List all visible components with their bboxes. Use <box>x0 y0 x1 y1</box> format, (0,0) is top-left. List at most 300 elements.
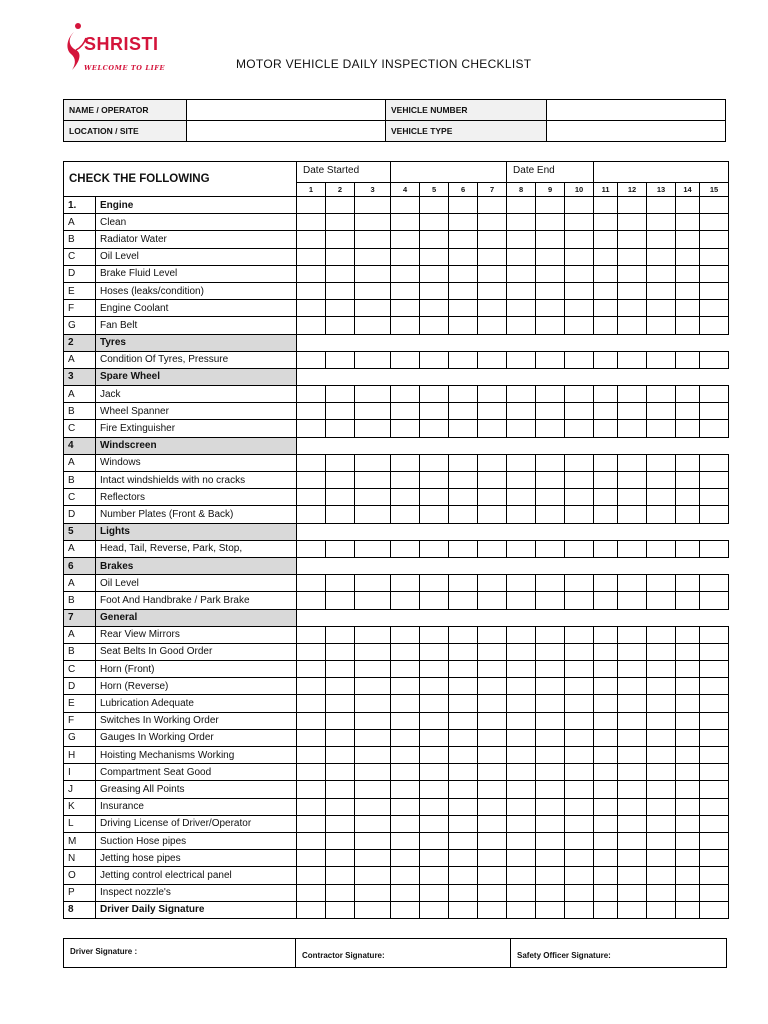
check-cell[interactable] <box>676 420 700 437</box>
check-cell[interactable] <box>647 489 676 506</box>
check-cell[interactable] <box>355 901 391 918</box>
check-cell[interactable] <box>594 867 618 884</box>
check-cell[interactable] <box>507 403 536 420</box>
check-cell[interactable] <box>507 317 536 334</box>
check-cell[interactable] <box>449 317 478 334</box>
check-cell[interactable] <box>391 540 420 557</box>
check-cell[interactable] <box>565 867 594 884</box>
check-cell[interactable] <box>420 695 449 712</box>
check-cell[interactable] <box>449 403 478 420</box>
check-cell[interactable] <box>326 729 355 746</box>
check-cell[interactable] <box>478 815 507 832</box>
check-cell[interactable] <box>676 695 700 712</box>
check-cell[interactable] <box>594 506 618 523</box>
check-cell[interactable] <box>297 867 326 884</box>
check-cell[interactable] <box>700 472 729 489</box>
check-cell[interactable] <box>478 197 507 214</box>
check-cell[interactable] <box>478 282 507 299</box>
check-cell[interactable] <box>326 214 355 231</box>
check-cell[interactable] <box>536 747 565 764</box>
check-cell[interactable] <box>391 815 420 832</box>
check-cell[interactable] <box>676 626 700 643</box>
check-cell[interactable] <box>594 884 618 901</box>
check-cell[interactable] <box>297 695 326 712</box>
check-cell[interactable] <box>618 747 647 764</box>
check-cell[interactable] <box>618 695 647 712</box>
check-cell[interactable] <box>618 317 647 334</box>
check-cell[interactable] <box>594 300 618 317</box>
check-cell[interactable] <box>565 420 594 437</box>
check-cell[interactable] <box>507 386 536 403</box>
check-cell[interactable] <box>647 661 676 678</box>
check-cell[interactable] <box>297 386 326 403</box>
check-cell[interactable] <box>297 248 326 265</box>
check-cell[interactable] <box>594 712 618 729</box>
check-cell[interactable] <box>700 197 729 214</box>
check-cell[interactable] <box>420 300 449 317</box>
check-cell[interactable] <box>565 712 594 729</box>
check-cell[interactable] <box>420 678 449 695</box>
check-cell[interactable] <box>326 540 355 557</box>
check-cell[interactable] <box>297 575 326 592</box>
check-cell[interactable] <box>565 781 594 798</box>
check-cell[interactable] <box>700 695 729 712</box>
check-cell[interactable] <box>478 489 507 506</box>
check-cell[interactable] <box>618 850 647 867</box>
check-cell[interactable] <box>449 764 478 781</box>
check-cell[interactable] <box>355 403 391 420</box>
check-cell[interactable] <box>647 317 676 334</box>
check-cell[interactable] <box>594 626 618 643</box>
check-cell[interactable] <box>391 351 420 368</box>
check-cell[interactable] <box>420 712 449 729</box>
check-cell[interactable] <box>594 489 618 506</box>
check-cell[interactable] <box>420 867 449 884</box>
check-cell[interactable] <box>297 798 326 815</box>
check-cell[interactable] <box>647 420 676 437</box>
check-cell[interactable] <box>355 540 391 557</box>
check-cell[interactable] <box>391 643 420 660</box>
location-site-field[interactable] <box>187 121 386 142</box>
check-cell[interactable] <box>594 265 618 282</box>
check-cell[interactable] <box>391 265 420 282</box>
check-cell[interactable] <box>507 747 536 764</box>
check-cell[interactable] <box>700 403 729 420</box>
check-cell[interactable] <box>594 747 618 764</box>
safety-officer-signature-field[interactable] <box>511 939 727 968</box>
check-cell[interactable] <box>326 506 355 523</box>
check-cell[interactable] <box>297 764 326 781</box>
check-cell[interactable] <box>700 884 729 901</box>
check-cell[interactable] <box>507 506 536 523</box>
check-cell[interactable] <box>700 489 729 506</box>
check-cell[interactable] <box>536 695 565 712</box>
check-cell[interactable] <box>594 695 618 712</box>
check-cell[interactable] <box>355 454 391 471</box>
check-cell[interactable] <box>478 403 507 420</box>
check-cell[interactable] <box>618 678 647 695</box>
check-cell[interactable] <box>618 214 647 231</box>
check-cell[interactable] <box>326 454 355 471</box>
check-cell[interactable] <box>676 678 700 695</box>
check-cell[interactable] <box>449 282 478 299</box>
check-cell[interactable] <box>391 454 420 471</box>
check-cell[interactable] <box>326 282 355 299</box>
check-cell[interactable] <box>676 729 700 746</box>
check-cell[interactable] <box>507 265 536 282</box>
check-cell[interactable] <box>355 712 391 729</box>
check-cell[interactable] <box>391 832 420 849</box>
check-cell[interactable] <box>700 214 729 231</box>
check-cell[interactable] <box>478 661 507 678</box>
check-cell[interactable] <box>297 781 326 798</box>
check-cell[interactable] <box>676 403 700 420</box>
check-cell[interactable] <box>507 850 536 867</box>
check-cell[interactable] <box>297 643 326 660</box>
check-cell[interactable] <box>420 540 449 557</box>
check-cell[interactable] <box>297 197 326 214</box>
check-cell[interactable] <box>355 729 391 746</box>
check-cell[interactable] <box>536 351 565 368</box>
check-cell[interactable] <box>647 265 676 282</box>
check-cell[interactable] <box>536 420 565 437</box>
check-cell[interactable] <box>326 248 355 265</box>
check-cell[interactable] <box>647 214 676 231</box>
check-cell[interactable] <box>326 798 355 815</box>
check-cell[interactable] <box>618 489 647 506</box>
check-cell[interactable] <box>297 506 326 523</box>
check-cell[interactable] <box>420 472 449 489</box>
check-cell[interactable] <box>565 764 594 781</box>
check-cell[interactable] <box>355 197 391 214</box>
check-cell[interactable] <box>478 472 507 489</box>
check-cell[interactable] <box>647 300 676 317</box>
check-cell[interactable] <box>355 781 391 798</box>
check-cell[interactable] <box>449 901 478 918</box>
check-cell[interactable] <box>594 231 618 248</box>
check-cell[interactable] <box>565 815 594 832</box>
check-cell[interactable] <box>565 626 594 643</box>
check-cell[interactable] <box>326 815 355 832</box>
check-cell[interactable] <box>676 231 700 248</box>
check-cell[interactable] <box>391 575 420 592</box>
check-cell[interactable] <box>618 901 647 918</box>
check-cell[interactable] <box>676 197 700 214</box>
check-cell[interactable] <box>507 729 536 746</box>
check-cell[interactable] <box>355 214 391 231</box>
check-cell[interactable] <box>478 867 507 884</box>
check-cell[interactable] <box>507 214 536 231</box>
check-cell[interactable] <box>565 832 594 849</box>
check-cell[interactable] <box>700 712 729 729</box>
check-cell[interactable] <box>565 592 594 609</box>
check-cell[interactable] <box>676 901 700 918</box>
check-cell[interactable] <box>536 661 565 678</box>
check-cell[interactable] <box>700 231 729 248</box>
check-cell[interactable] <box>594 472 618 489</box>
check-cell[interactable] <box>647 403 676 420</box>
check-cell[interactable] <box>297 351 326 368</box>
check-cell[interactable] <box>618 884 647 901</box>
check-cell[interactable] <box>647 729 676 746</box>
check-cell[interactable] <box>507 695 536 712</box>
check-cell[interactable] <box>536 901 565 918</box>
check-cell[interactable] <box>700 798 729 815</box>
check-cell[interactable] <box>507 781 536 798</box>
check-cell[interactable] <box>391 884 420 901</box>
check-cell[interactable] <box>478 798 507 815</box>
check-cell[interactable] <box>536 884 565 901</box>
check-cell[interactable] <box>355 472 391 489</box>
check-cell[interactable] <box>420 420 449 437</box>
check-cell[interactable] <box>565 643 594 660</box>
check-cell[interactable] <box>326 850 355 867</box>
check-cell[interactable] <box>700 678 729 695</box>
check-cell[interactable] <box>449 197 478 214</box>
check-cell[interactable] <box>420 386 449 403</box>
check-cell[interactable] <box>355 815 391 832</box>
check-cell[interactable] <box>536 506 565 523</box>
check-cell[interactable] <box>676 489 700 506</box>
check-cell[interactable] <box>326 420 355 437</box>
check-cell[interactable] <box>647 643 676 660</box>
check-cell[interactable] <box>297 540 326 557</box>
check-cell[interactable] <box>478 901 507 918</box>
check-cell[interactable] <box>536 489 565 506</box>
check-cell[interactable] <box>536 540 565 557</box>
check-cell[interactable] <box>355 282 391 299</box>
check-cell[interactable] <box>594 454 618 471</box>
check-cell[interactable] <box>676 300 700 317</box>
check-cell[interactable] <box>536 282 565 299</box>
check-cell[interactable] <box>594 540 618 557</box>
check-cell[interactable] <box>507 420 536 437</box>
check-cell[interactable] <box>391 317 420 334</box>
check-cell[interactable] <box>449 729 478 746</box>
check-cell[interactable] <box>478 248 507 265</box>
check-cell[interactable] <box>297 712 326 729</box>
check-cell[interactable] <box>326 592 355 609</box>
check-cell[interactable] <box>297 454 326 471</box>
check-cell[interactable] <box>700 420 729 437</box>
check-cell[interactable] <box>449 214 478 231</box>
check-cell[interactable] <box>536 592 565 609</box>
check-cell[interactable] <box>449 781 478 798</box>
check-cell[interactable] <box>449 850 478 867</box>
check-cell[interactable] <box>391 661 420 678</box>
check-cell[interactable] <box>478 317 507 334</box>
check-cell[interactable] <box>594 643 618 660</box>
check-cell[interactable] <box>420 729 449 746</box>
check-cell[interactable] <box>536 197 565 214</box>
check-cell[interactable] <box>536 712 565 729</box>
check-cell[interactable] <box>647 832 676 849</box>
check-cell[interactable] <box>478 300 507 317</box>
check-cell[interactable] <box>326 712 355 729</box>
check-cell[interactable] <box>676 867 700 884</box>
check-cell[interactable] <box>536 781 565 798</box>
check-cell[interactable] <box>565 282 594 299</box>
check-cell[interactable] <box>565 317 594 334</box>
check-cell[interactable] <box>594 781 618 798</box>
check-cell[interactable] <box>326 867 355 884</box>
check-cell[interactable] <box>700 506 729 523</box>
check-cell[interactable] <box>647 901 676 918</box>
check-cell[interactable] <box>297 678 326 695</box>
check-cell[interactable] <box>647 781 676 798</box>
check-cell[interactable] <box>507 351 536 368</box>
check-cell[interactable] <box>565 540 594 557</box>
check-cell[interactable] <box>507 712 536 729</box>
check-cell[interactable] <box>449 265 478 282</box>
check-cell[interactable] <box>565 386 594 403</box>
check-cell[interactable] <box>355 764 391 781</box>
check-cell[interactable] <box>420 317 449 334</box>
check-cell[interactable] <box>391 489 420 506</box>
check-cell[interactable] <box>326 317 355 334</box>
check-cell[interactable] <box>700 351 729 368</box>
check-cell[interactable] <box>507 592 536 609</box>
check-cell[interactable] <box>478 265 507 282</box>
check-cell[interactable] <box>507 661 536 678</box>
check-cell[interactable] <box>420 815 449 832</box>
check-cell[interactable] <box>676 282 700 299</box>
check-cell[interactable] <box>594 832 618 849</box>
check-cell[interactable] <box>420 489 449 506</box>
check-cell[interactable] <box>449 248 478 265</box>
check-cell[interactable] <box>594 661 618 678</box>
check-cell[interactable] <box>449 678 478 695</box>
check-cell[interactable] <box>507 764 536 781</box>
check-cell[interactable] <box>391 420 420 437</box>
check-cell[interactable] <box>355 832 391 849</box>
check-cell[interactable] <box>618 764 647 781</box>
check-cell[interactable] <box>420 901 449 918</box>
check-cell[interactable] <box>478 540 507 557</box>
check-cell[interactable] <box>565 197 594 214</box>
check-cell[interactable] <box>478 454 507 471</box>
check-cell[interactable] <box>326 678 355 695</box>
check-cell[interactable] <box>449 386 478 403</box>
check-cell[interactable] <box>355 867 391 884</box>
check-cell[interactable] <box>297 403 326 420</box>
check-cell[interactable] <box>297 592 326 609</box>
check-cell[interactable] <box>449 506 478 523</box>
check-cell[interactable] <box>326 747 355 764</box>
check-cell[interactable] <box>420 592 449 609</box>
check-cell[interactable] <box>391 781 420 798</box>
check-cell[interactable] <box>507 884 536 901</box>
check-cell[interactable] <box>536 832 565 849</box>
check-cell[interactable] <box>676 386 700 403</box>
check-cell[interactable] <box>297 317 326 334</box>
check-cell[interactable] <box>507 282 536 299</box>
check-cell[interactable] <box>565 231 594 248</box>
check-cell[interactable] <box>297 832 326 849</box>
check-cell[interactable] <box>536 317 565 334</box>
check-cell[interactable] <box>449 472 478 489</box>
check-cell[interactable] <box>478 386 507 403</box>
check-cell[interactable] <box>420 403 449 420</box>
check-cell[interactable] <box>507 489 536 506</box>
check-cell[interactable] <box>326 575 355 592</box>
check-cell[interactable] <box>355 884 391 901</box>
check-cell[interactable] <box>355 231 391 248</box>
check-cell[interactable] <box>297 472 326 489</box>
check-cell[interactable] <box>420 575 449 592</box>
check-cell[interactable] <box>618 386 647 403</box>
check-cell[interactable] <box>391 747 420 764</box>
check-cell[interactable] <box>647 815 676 832</box>
check-cell[interactable] <box>507 231 536 248</box>
check-cell[interactable] <box>565 575 594 592</box>
check-cell[interactable] <box>391 300 420 317</box>
check-cell[interactable] <box>326 351 355 368</box>
check-cell[interactable] <box>420 832 449 849</box>
check-cell[interactable] <box>536 265 565 282</box>
check-cell[interactable] <box>594 729 618 746</box>
check-cell[interactable] <box>420 282 449 299</box>
check-cell[interactable] <box>647 747 676 764</box>
check-cell[interactable] <box>297 815 326 832</box>
check-cell[interactable] <box>297 231 326 248</box>
check-cell[interactable] <box>565 248 594 265</box>
check-cell[interactable] <box>297 214 326 231</box>
check-cell[interactable] <box>478 781 507 798</box>
check-cell[interactable] <box>565 901 594 918</box>
check-cell[interactable] <box>420 661 449 678</box>
check-cell[interactable] <box>594 850 618 867</box>
check-cell[interactable] <box>676 472 700 489</box>
check-cell[interactable] <box>355 798 391 815</box>
check-cell[interactable] <box>478 214 507 231</box>
check-cell[interactable] <box>536 472 565 489</box>
check-cell[interactable] <box>507 832 536 849</box>
check-cell[interactable] <box>355 678 391 695</box>
check-cell[interactable] <box>565 403 594 420</box>
check-cell[interactable] <box>507 575 536 592</box>
check-cell[interactable] <box>536 248 565 265</box>
check-cell[interactable] <box>594 351 618 368</box>
check-cell[interactable] <box>449 798 478 815</box>
check-cell[interactable] <box>565 695 594 712</box>
check-cell[interactable] <box>449 454 478 471</box>
check-cell[interactable] <box>565 678 594 695</box>
check-cell[interactable] <box>391 231 420 248</box>
check-cell[interactable] <box>676 781 700 798</box>
check-cell[interactable] <box>618 454 647 471</box>
check-cell[interactable] <box>536 214 565 231</box>
check-cell[interactable] <box>326 884 355 901</box>
check-cell[interactable] <box>647 248 676 265</box>
check-cell[interactable] <box>391 764 420 781</box>
check-cell[interactable] <box>594 815 618 832</box>
check-cell[interactable] <box>355 420 391 437</box>
check-cell[interactable] <box>700 265 729 282</box>
check-cell[interactable] <box>565 729 594 746</box>
check-cell[interactable] <box>594 214 618 231</box>
check-cell[interactable] <box>449 300 478 317</box>
check-cell[interactable] <box>326 386 355 403</box>
check-cell[interactable] <box>297 265 326 282</box>
check-cell[interactable] <box>420 747 449 764</box>
check-cell[interactable] <box>391 798 420 815</box>
check-cell[interactable] <box>478 643 507 660</box>
check-cell[interactable] <box>618 832 647 849</box>
check-cell[interactable] <box>676 317 700 334</box>
check-cell[interactable] <box>676 747 700 764</box>
check-cell[interactable] <box>449 884 478 901</box>
